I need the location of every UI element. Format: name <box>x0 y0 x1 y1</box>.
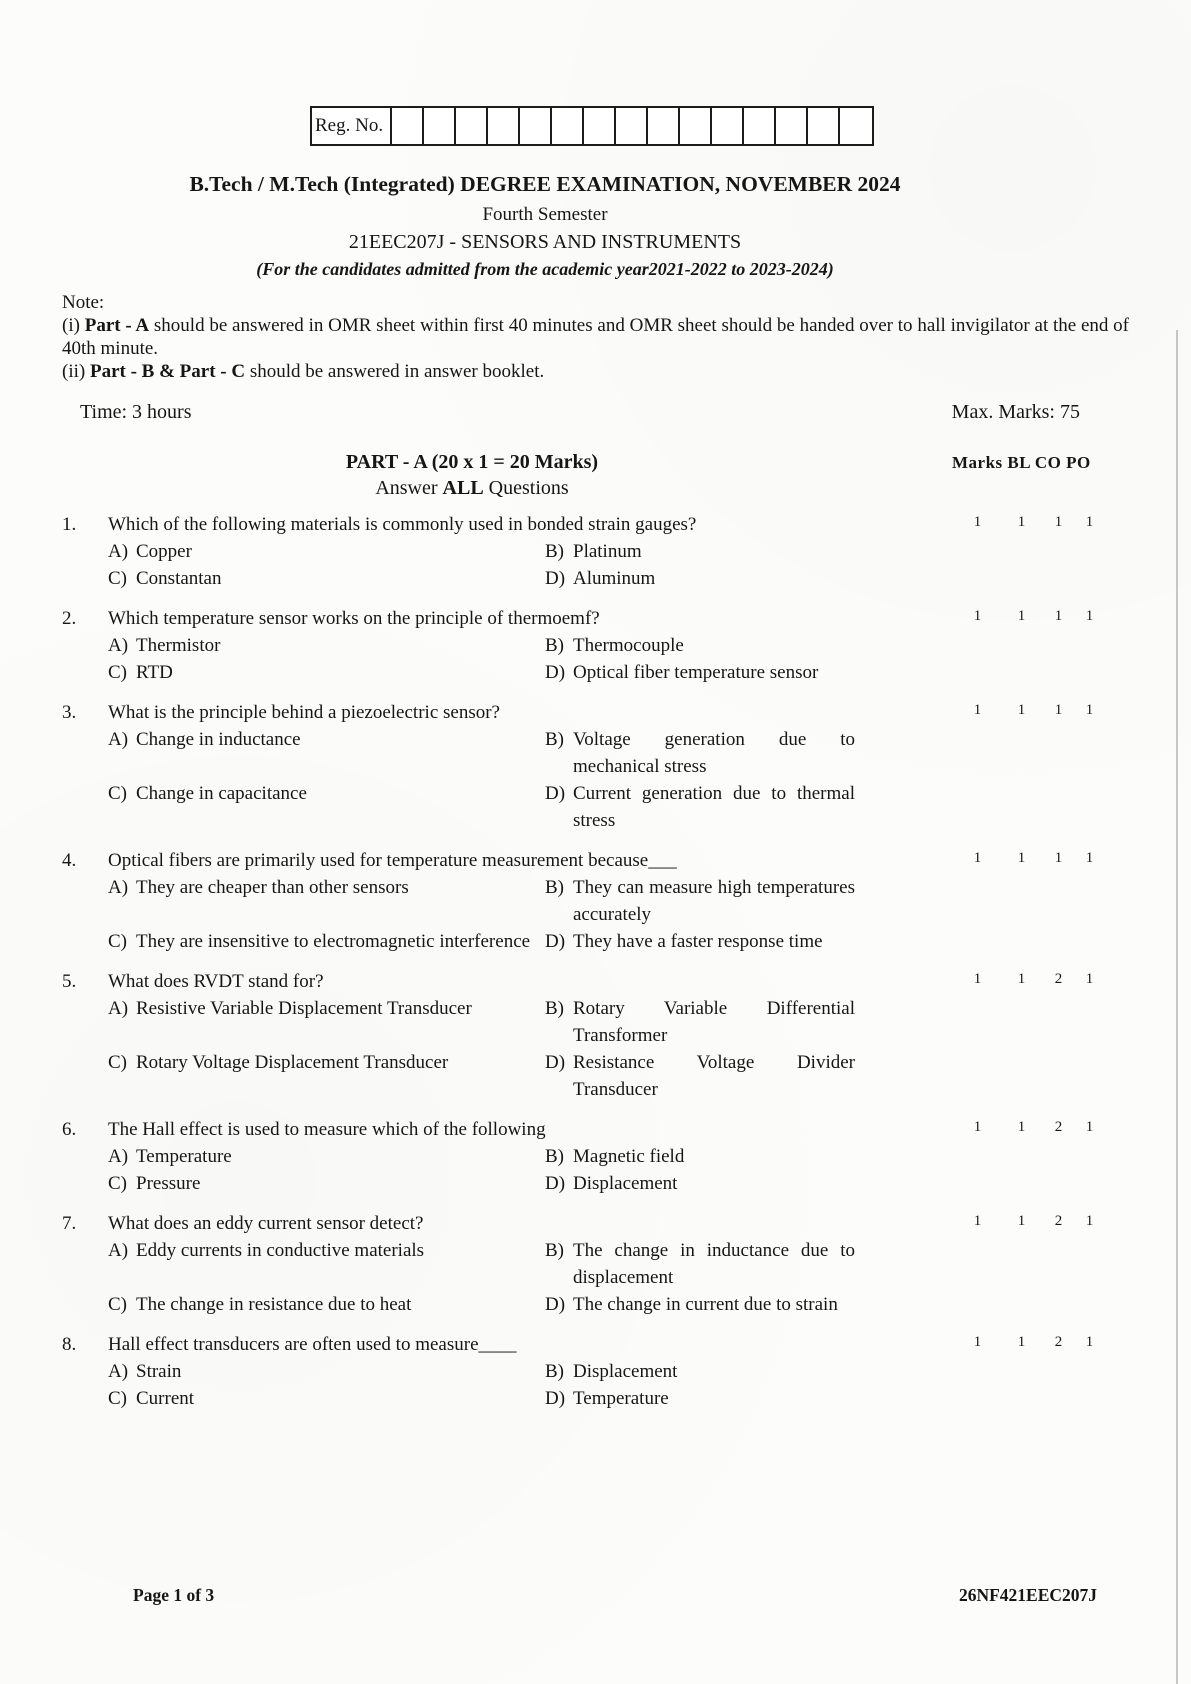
option-d <box>545 928 855 955</box>
option-letter: C) <box>108 1173 127 1194</box>
option-text: The change in inductance due to displacement <box>573 1240 855 1288</box>
option-text: Change in inductance <box>136 729 301 750</box>
reg-no-cell <box>776 108 808 144</box>
reg-no-cell <box>616 108 648 144</box>
po-value: 1 <box>1085 971 1094 987</box>
reg-no-table <box>310 106 874 146</box>
option-c <box>108 1291 545 1318</box>
note-item-i <box>62 314 1129 360</box>
option-letter: A) <box>108 635 129 656</box>
option-d <box>545 659 855 686</box>
meta-row <box>80 401 1080 424</box>
reg-no-cell <box>712 108 744 144</box>
option-letter: C) <box>108 783 127 804</box>
marks-value: 1 <box>973 1213 982 1229</box>
option-c <box>108 659 545 686</box>
option-d <box>545 1291 855 1318</box>
reg-no-cell <box>520 108 552 144</box>
option-letter: D) <box>545 931 566 952</box>
question-number: 1. <box>62 514 77 535</box>
option-b <box>545 726 855 780</box>
question-text: Hall effect transducers are often used to measure____ <box>108 1334 517 1355</box>
bl-value: 1 <box>1017 971 1026 987</box>
option-b <box>545 1237 855 1291</box>
option-c <box>108 928 545 955</box>
option-text: The change in current due to strain <box>573 1294 838 1315</box>
footer-page-number: Page 1 of 3 <box>133 1585 215 1605</box>
option-text: Displacement <box>573 1173 678 1194</box>
reg-no-label: Reg. No. <box>312 108 392 144</box>
option-d <box>545 1049 855 1103</box>
footer-paper-code: 26NF421EEC207J <box>958 1585 1097 1605</box>
questions-list <box>62 511 1162 1425</box>
subtitle-prefix: Answer <box>375 477 443 499</box>
question-number: 6. <box>62 1119 77 1140</box>
page-title: B.Tech / M.Tech (Integrated) DEGREE EXAMINATION, NOVEMBER 2024 <box>189 172 901 196</box>
option-b <box>545 874 855 928</box>
po-value: 1 <box>1085 514 1094 530</box>
option-text: Displacement <box>573 1361 678 1382</box>
options <box>108 874 900 955</box>
option-text: Constantan <box>136 568 222 589</box>
option-b <box>545 1143 855 1170</box>
time-allowed: Time: 3 hours <box>80 401 192 423</box>
option-letter: B) <box>545 541 564 562</box>
note-i-text: should be answered in OMR sheet within first 40 minutes and OMR sheet should be handed over to hall invigilator at the end of 40th minute. <box>62 315 1130 359</box>
option-letter: C) <box>108 1052 127 1073</box>
question-number: 4. <box>62 850 77 871</box>
option-text: Current generation due to thermal stress <box>573 783 855 831</box>
option-letter: D) <box>545 1294 566 1315</box>
question-number: 7. <box>62 1213 77 1234</box>
co-value: 1 <box>1054 608 1063 624</box>
note-ii-text: should be answered in answer booklet. <box>245 361 545 382</box>
option-text: Voltage generation due to mechanical stress <box>573 729 855 777</box>
option-letter: B) <box>545 1361 564 1382</box>
note-ii-prefix: (ii) <box>62 361 90 382</box>
bl-value: 1 <box>1017 850 1026 866</box>
semester-line: Fourth Semester <box>482 204 608 225</box>
reg-no-cell <box>392 108 424 144</box>
option-a <box>108 1237 545 1291</box>
option-text: They can measure high temperatures accurately <box>573 877 855 925</box>
po-value: 1 <box>1085 1119 1094 1135</box>
co-value: 2 <box>1054 1119 1063 1135</box>
options <box>108 1358 900 1412</box>
option-text: The change in resistance due to heat <box>136 1294 412 1315</box>
reg-no-cell <box>840 108 872 144</box>
options <box>108 1143 900 1197</box>
marks-value: 1 <box>973 1119 982 1135</box>
option-letter: D) <box>545 783 566 804</box>
option-c <box>108 780 545 834</box>
question-5 <box>62 968 1162 1103</box>
po-value: 1 <box>1085 608 1094 624</box>
option-letter: B) <box>545 877 564 898</box>
option-letter: C) <box>108 1294 127 1315</box>
po-value: 1 <box>1085 1334 1094 1350</box>
bl-value: 1 <box>1017 608 1026 624</box>
option-letter: A) <box>108 1146 129 1167</box>
option-d <box>545 565 855 592</box>
option-letter: C) <box>108 1388 127 1409</box>
option-letter: A) <box>108 998 129 1019</box>
question-6 <box>62 1116 1162 1197</box>
part-a-subtitle <box>62 475 882 501</box>
question-number: 8. <box>62 1334 77 1355</box>
marks-value: 1 <box>973 1334 982 1350</box>
marks-row <box>900 1331 1115 1412</box>
marks-value: 1 <box>973 971 982 987</box>
option-text: Change in capacitance <box>136 783 307 804</box>
question-4 <box>62 847 1162 955</box>
option-a <box>108 874 545 928</box>
option-b <box>545 632 855 659</box>
option-text: Rotary Voltage Displacement Transducer <box>136 1052 449 1073</box>
option-text: Platinum <box>573 541 642 562</box>
option-d <box>545 780 855 834</box>
option-d <box>545 1170 855 1197</box>
co-value: 2 <box>1054 1213 1063 1229</box>
bl-value: 1 <box>1017 514 1026 530</box>
reg-no-cell <box>424 108 456 144</box>
option-text: Rotary Variable Differential Transformer <box>573 998 855 1046</box>
option-letter: D) <box>545 1052 566 1073</box>
marks-row <box>900 699 1115 834</box>
option-letter: D) <box>545 568 566 589</box>
po-value: 1 <box>1085 702 1094 718</box>
marks-value: 1 <box>973 702 982 718</box>
option-letter: B) <box>545 1240 564 1261</box>
option-text: Thermistor <box>136 635 221 656</box>
part-a-title: PART - A (20 x 1 = 20 Marks) <box>345 451 599 473</box>
option-a <box>108 538 545 565</box>
reg-no-cell <box>552 108 584 144</box>
option-text: Current <box>136 1388 195 1409</box>
option-text: Thermocouple <box>573 635 684 656</box>
admitted-years-line: (For the candidates admitted from the academic year2021-2022 to 2023-2024) <box>256 259 834 279</box>
question-text: The Hall effect is used to measure which of the following <box>108 1119 546 1140</box>
marks-value: 1 <box>973 850 982 866</box>
question-text: Which of the following materials is commonly used in bonded strain gauges? <box>108 514 697 535</box>
question-number: 5. <box>62 971 77 992</box>
option-text: Strain <box>136 1361 182 1382</box>
reg-no-cell <box>488 108 520 144</box>
options <box>108 538 900 592</box>
question-text: Which temperature sensor works on the principle of thermoemf? <box>108 608 600 629</box>
course-title: 21EEC207J - SENSORS AND INSTRUMENTS <box>348 231 742 253</box>
option-a <box>108 1143 545 1170</box>
reg-no-cell <box>584 108 616 144</box>
option-b <box>545 1358 855 1385</box>
reg-no-cell <box>808 108 840 144</box>
option-text: They have a faster response time <box>573 931 823 952</box>
option-a <box>108 726 545 780</box>
option-text: Copper <box>136 541 192 562</box>
marks-value: 1 <box>973 514 982 530</box>
option-letter: B) <box>545 998 564 1019</box>
option-letter: C) <box>108 662 127 683</box>
po-value: 1 <box>1085 850 1094 866</box>
subtitle-bold: ALL <box>442 477 484 499</box>
option-a <box>108 995 545 1049</box>
marks-row <box>900 968 1115 1103</box>
marks-column-header: Marks BL CO PO <box>952 453 1091 472</box>
option-letter: B) <box>545 1146 564 1167</box>
option-text: Pressure <box>136 1173 201 1194</box>
question-1 <box>62 511 1162 592</box>
option-text: Resistive Variable Displacement Transducer <box>136 998 472 1019</box>
reg-no-cell <box>744 108 776 144</box>
marks-row <box>900 1116 1115 1197</box>
co-value: 2 <box>1054 971 1063 987</box>
option-letter: D) <box>545 662 566 683</box>
question-7 <box>62 1210 1162 1318</box>
note-i-prefix: (i) <box>62 315 85 336</box>
option-text: Aluminum <box>573 568 656 589</box>
option-letter: B) <box>545 729 564 750</box>
option-text: They are cheaper than other sensors <box>136 877 409 898</box>
option-letter: C) <box>108 568 127 589</box>
marks-row <box>900 847 1115 955</box>
question-text: What does an eddy current sensor detect? <box>108 1213 424 1234</box>
option-letter: A) <box>108 1361 129 1382</box>
options <box>108 995 900 1103</box>
page-footer <box>133 1585 1097 1606</box>
option-c <box>108 1049 545 1103</box>
option-letter: A) <box>108 1240 129 1261</box>
option-b <box>545 995 855 1049</box>
reg-no-cell <box>680 108 712 144</box>
option-d <box>545 1385 855 1412</box>
options <box>108 726 900 834</box>
option-c <box>108 1170 545 1197</box>
option-c <box>108 1385 545 1412</box>
option-letter: A) <box>108 541 129 562</box>
bl-value: 1 <box>1017 1119 1026 1135</box>
question-number: 3. <box>62 702 77 723</box>
question-number: 2. <box>62 608 77 629</box>
co-value: 1 <box>1054 850 1063 866</box>
options <box>108 632 900 686</box>
option-text: Optical fiber temperature sensor <box>573 662 819 683</box>
marks-row <box>900 605 1115 686</box>
question-2 <box>62 605 1162 686</box>
co-value: 1 <box>1054 702 1063 718</box>
option-a <box>108 632 545 659</box>
option-text: Temperature <box>136 1146 232 1167</box>
option-a <box>108 1358 545 1385</box>
co-value: 1 <box>1054 514 1063 530</box>
note-i-bold: Part - A <box>84 315 150 336</box>
co-value: 2 <box>1054 1334 1063 1350</box>
option-text: Temperature <box>573 1388 669 1409</box>
document-header <box>0 172 1090 280</box>
max-marks: Max. Marks: 75 <box>951 401 1080 423</box>
marks-row <box>900 511 1115 592</box>
option-letter: B) <box>545 635 564 656</box>
question-text: Optical fibers are primarily used for temperature measurement because___ <box>108 850 677 871</box>
option-text: Eddy currents in conductive materials <box>136 1240 425 1261</box>
option-letter: C) <box>108 931 127 952</box>
note-block <box>62 291 1129 383</box>
subtitle-rest: Questions <box>483 477 569 499</box>
question-text: What does RVDT stand for? <box>108 971 324 992</box>
marks-row <box>900 1210 1115 1318</box>
option-letter: D) <box>545 1173 566 1194</box>
option-c <box>108 565 545 592</box>
option-letter: A) <box>108 729 129 750</box>
reg-no-cell <box>648 108 680 144</box>
bl-value: 1 <box>1017 702 1026 718</box>
option-b <box>545 538 855 565</box>
question-3 <box>62 699 1162 834</box>
reg-no-cell <box>456 108 488 144</box>
option-text: Resistance Voltage Divider Transducer <box>573 1052 855 1100</box>
question-text: What is the principle behind a piezoelectric sensor? <box>108 702 500 723</box>
note-item-ii <box>62 360 1129 383</box>
bl-value: 1 <box>1017 1334 1026 1350</box>
option-text: They are insensitive to electromagnetic interference <box>136 931 531 952</box>
note-label: Note: <box>62 292 105 313</box>
bl-value: 1 <box>1017 1213 1026 1229</box>
note-ii-bold: Part - B & Part - C <box>89 361 246 382</box>
part-a-heading <box>62 449 882 501</box>
option-letter: A) <box>108 877 129 898</box>
scan-edge-line <box>1176 330 1178 1684</box>
options <box>108 1237 900 1318</box>
option-letter: D) <box>545 1388 566 1409</box>
question-8 <box>62 1331 1162 1412</box>
option-text: RTD <box>136 662 173 683</box>
option-text: Magnetic field <box>573 1146 685 1167</box>
marks-value: 1 <box>973 608 982 624</box>
po-value: 1 <box>1085 1213 1094 1229</box>
